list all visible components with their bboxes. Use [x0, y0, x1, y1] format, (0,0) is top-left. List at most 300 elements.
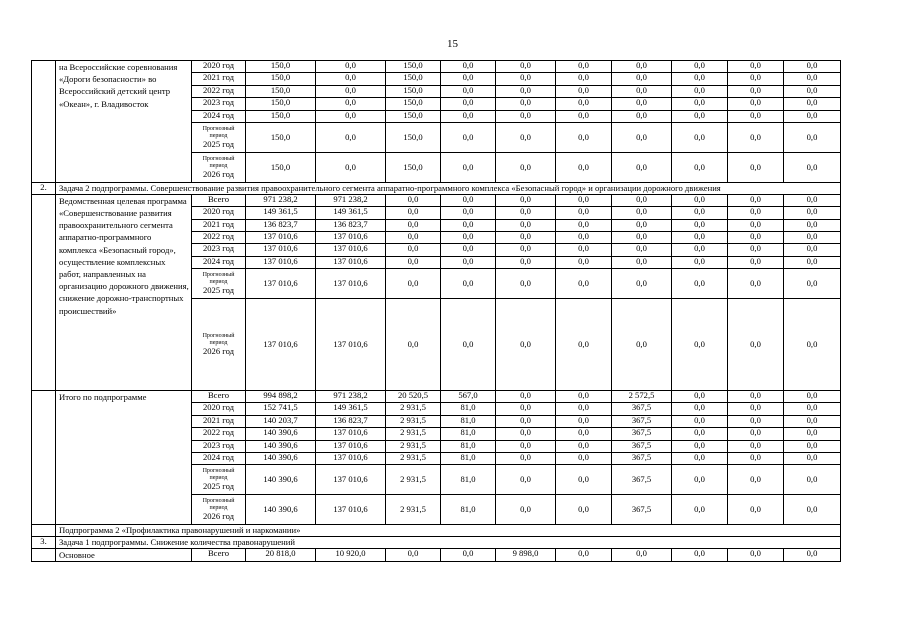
value-cell: 0,0: [496, 194, 556, 206]
value-cell: 150,0: [246, 85, 316, 97]
value-cell: 0,0: [612, 231, 672, 243]
value-cell: 0,0: [556, 299, 612, 391]
value-cell: 81,0: [441, 403, 496, 415]
value-cell: 0,0: [672, 403, 728, 415]
value-cell: 0,0: [728, 98, 784, 110]
value-cell: 0,0: [728, 391, 784, 403]
value-cell: 0,0: [728, 403, 784, 415]
value-cell: 140 390,6: [246, 495, 316, 525]
value-cell: 150,0: [386, 152, 441, 182]
value-cell: 0,0: [784, 495, 841, 525]
period-cell: 2020 год: [192, 403, 246, 415]
value-cell: 0,0: [441, 61, 496, 73]
period-cell: 2023 год: [192, 440, 246, 452]
value-cell: 137 010,6: [316, 495, 386, 525]
value-cell: 0,0: [496, 110, 556, 122]
value-cell: 0,0: [784, 73, 841, 85]
value-cell: 0,0: [496, 391, 556, 403]
value-cell: 0,0: [386, 269, 441, 299]
value-cell: 0,0: [612, 122, 672, 152]
value-cell: 0,0: [672, 549, 728, 562]
value-cell: 0,0: [386, 256, 441, 268]
value-cell: 971 238,2: [246, 194, 316, 206]
value-cell: 0,0: [784, 299, 841, 391]
value-cell: 0,0: [672, 73, 728, 85]
value-cell: 150,0: [386, 122, 441, 152]
value-cell: 0,0: [784, 194, 841, 206]
value-cell: 140 390,6: [246, 440, 316, 452]
forecast-label: период: [209, 278, 228, 285]
value-cell: 367,5: [612, 453, 672, 465]
value-cell: 0,0: [784, 391, 841, 403]
value-cell: 0,0: [784, 207, 841, 219]
value-cell: 0,0: [728, 244, 784, 256]
value-cell: 137 010,6: [246, 269, 316, 299]
value-cell: 0,0: [728, 110, 784, 122]
value-cell: 0,0: [672, 415, 728, 427]
value-cell: 0,0: [496, 440, 556, 452]
value-cell: 0,0: [728, 428, 784, 440]
value-cell: 367,5: [612, 403, 672, 415]
value-cell: 0,0: [556, 85, 612, 97]
value-cell: 367,5: [612, 495, 672, 525]
value-cell: 0,0: [496, 269, 556, 299]
value-cell: 0,0: [672, 269, 728, 299]
value-cell: 0,0: [441, 244, 496, 256]
value-cell: 0,0: [496, 219, 556, 231]
value-cell: 0,0: [612, 85, 672, 97]
value-cell: 0,0: [441, 256, 496, 268]
value-cell: 0,0: [728, 231, 784, 243]
value-cell: 0,0: [728, 549, 784, 562]
forecast-label: период: [209, 132, 228, 139]
value-cell: 0,0: [728, 219, 784, 231]
value-cell: 567,0: [441, 391, 496, 403]
value-cell: 140 390,6: [246, 428, 316, 440]
forecast-label: период: [209, 162, 228, 169]
value-cell: 0,0: [441, 85, 496, 97]
forecast-label: Прогнозный: [202, 271, 235, 278]
period-cell: 2022 год: [192, 85, 246, 97]
value-cell: 152 741,5: [246, 403, 316, 415]
period-year: 2025 год: [202, 138, 235, 149]
value-cell: 0,0: [316, 110, 386, 122]
measure-name: Ведомственная целевая программа «Совершенствование развития правоохранительного сегмента аппаратно-программного комплекса «Безопасный город», осуществление комплексных работ, направленных на организацию дорожного движения, снижение дорожно-транспортных происшествий»: [56, 194, 192, 390]
value-cell: 367,5: [612, 465, 672, 495]
value-cell: 0,0: [784, 98, 841, 110]
subprogram-row: [32, 525, 841, 537]
value-cell: 0,0: [728, 194, 784, 206]
value-cell: 0,0: [784, 256, 841, 268]
row-index: 2.: [32, 182, 56, 194]
value-cell: 0,0: [612, 61, 672, 73]
value-cell: 0,0: [441, 110, 496, 122]
forecast-label: Прогнозный: [202, 498, 235, 505]
value-cell: 0,0: [316, 122, 386, 152]
value-cell: 0,0: [316, 85, 386, 97]
value-cell: 0,0: [496, 61, 556, 73]
value-cell: 149 361,5: [316, 207, 386, 219]
value-cell: 0,0: [556, 194, 612, 206]
value-cell: 0,0: [556, 391, 612, 403]
value-cell: 81,0: [441, 440, 496, 452]
value-cell: 0,0: [556, 403, 612, 415]
subprogram-title: Подпрограмма 2 «Профилактика правонарушений и наркомании»: [56, 525, 841, 537]
value-cell: 150,0: [246, 61, 316, 73]
value-cell: 0,0: [784, 465, 841, 495]
value-cell: 150,0: [246, 110, 316, 122]
forecast-label: Прогнозный: [202, 125, 235, 132]
value-cell: 0,0: [672, 495, 728, 525]
task-title: Задача 1 подпрограммы. Снижение количества правонарушений: [56, 537, 841, 549]
value-cell: 0,0: [728, 453, 784, 465]
value-cell: 0,0: [728, 152, 784, 182]
value-cell: 140 390,6: [246, 465, 316, 495]
value-cell: 0,0: [556, 495, 612, 525]
value-cell: 0,0: [556, 61, 612, 73]
value-cell: 0,0: [612, 110, 672, 122]
value-cell: 0,0: [441, 549, 496, 562]
row-index: [32, 391, 56, 525]
value-cell: 0,0: [386, 219, 441, 231]
value-cell: 0,0: [784, 403, 841, 415]
period-cell: 2024 год: [192, 110, 246, 122]
value-cell: 0,0: [316, 73, 386, 85]
measure-name: Основное: [56, 549, 192, 562]
period-year: 2025 год: [202, 284, 235, 295]
value-cell: 994 898,2: [246, 391, 316, 403]
value-cell: 0,0: [672, 391, 728, 403]
value-cell: 0,0: [784, 415, 841, 427]
value-cell: 0,0: [386, 231, 441, 243]
value-cell: 150,0: [386, 110, 441, 122]
value-cell: 0,0: [556, 98, 612, 110]
forecast-label: Прогнозный: [202, 468, 235, 475]
value-cell: 0,0: [441, 231, 496, 243]
budget-table: [31, 60, 841, 562]
value-cell: 0,0: [784, 219, 841, 231]
forecast-label: период: [209, 505, 228, 512]
value-cell: 0,0: [672, 110, 728, 122]
value-cell: 0,0: [728, 73, 784, 85]
period-year: 2026 год: [202, 511, 235, 522]
value-cell: 0,0: [556, 428, 612, 440]
value-cell: 140 203,7: [246, 415, 316, 427]
value-cell: 0,0: [496, 495, 556, 525]
period-cell: 2020 год: [192, 207, 246, 219]
row-index: [32, 61, 56, 183]
value-cell: 0,0: [672, 256, 728, 268]
value-cell: 0,0: [612, 73, 672, 85]
measure-name: Итого по подпрограмме: [56, 391, 192, 525]
value-cell: 0,0: [386, 299, 441, 391]
value-cell: 0,0: [672, 453, 728, 465]
value-cell: 0,0: [672, 85, 728, 97]
value-cell: 2 931,5: [386, 495, 441, 525]
value-cell: 0,0: [441, 152, 496, 182]
period-cell: 2021 год: [192, 73, 246, 85]
period-cell: [192, 495, 246, 525]
value-cell: 367,5: [612, 415, 672, 427]
value-cell: 0,0: [441, 73, 496, 85]
value-cell: 0,0: [556, 549, 612, 562]
value-cell: 0,0: [496, 73, 556, 85]
value-cell: 2 572,5: [612, 391, 672, 403]
value-cell: 0,0: [496, 403, 556, 415]
value-cell: 0,0: [556, 453, 612, 465]
table-row: [32, 549, 841, 562]
value-cell: 0,0: [556, 152, 612, 182]
value-cell: 150,0: [386, 85, 441, 97]
period-cell: 2021 год: [192, 219, 246, 231]
value-cell: 137 010,6: [316, 440, 386, 452]
value-cell: 140 390,6: [246, 453, 316, 465]
value-cell: 0,0: [496, 244, 556, 256]
value-cell: 2 931,5: [386, 428, 441, 440]
value-cell: 0,0: [784, 440, 841, 452]
table-row: [32, 391, 841, 403]
value-cell: 0,0: [496, 152, 556, 182]
value-cell: 0,0: [441, 269, 496, 299]
value-cell: 0,0: [728, 299, 784, 391]
value-cell: 81,0: [441, 415, 496, 427]
value-cell: 0,0: [441, 207, 496, 219]
value-cell: 0,0: [441, 219, 496, 231]
value-cell: 2 931,5: [386, 440, 441, 452]
value-cell: 0,0: [672, 244, 728, 256]
value-cell: 136 823,7: [316, 219, 386, 231]
value-cell: 137 010,6: [316, 299, 386, 391]
value-cell: 137 010,6: [316, 269, 386, 299]
task-title: Задача 2 подпрограммы. Совершенствование развития правоохранительного сегмента аппаратно-программного комплекса «Безопасный город» и организации дорожного движения: [56, 182, 841, 194]
value-cell: 0,0: [441, 299, 496, 391]
task-row: [32, 182, 841, 194]
value-cell: 0,0: [784, 122, 841, 152]
value-cell: 0,0: [556, 73, 612, 85]
period-cell: 2020 год: [192, 61, 246, 73]
value-cell: 0,0: [556, 440, 612, 452]
period-cell: [192, 269, 246, 299]
value-cell: 0,0: [556, 110, 612, 122]
value-cell: 0,0: [672, 122, 728, 152]
value-cell: 0,0: [612, 207, 672, 219]
value-cell: 0,0: [556, 269, 612, 299]
period-cell: Всего: [192, 391, 246, 403]
value-cell: 0,0: [316, 98, 386, 110]
period-cell: 2022 год: [192, 428, 246, 440]
measure-name: на Всероссийские соревнования «Дороги безопасности» во Всероссийский детский центр «Океан», г. Владивосток: [56, 61, 192, 183]
value-cell: 137 010,6: [246, 231, 316, 243]
value-cell: 0,0: [728, 122, 784, 152]
value-cell: 150,0: [246, 73, 316, 85]
value-cell: 0,0: [728, 85, 784, 97]
value-cell: 0,0: [784, 152, 841, 182]
value-cell: 0,0: [496, 299, 556, 391]
value-cell: 0,0: [784, 269, 841, 299]
value-cell: 0,0: [556, 207, 612, 219]
value-cell: 0,0: [728, 256, 784, 268]
value-cell: 0,0: [672, 299, 728, 391]
value-cell: 0,0: [612, 549, 672, 562]
value-cell: 0,0: [728, 440, 784, 452]
value-cell: 0,0: [496, 453, 556, 465]
table-row: [32, 61, 841, 73]
value-cell: 0,0: [784, 453, 841, 465]
value-cell: 0,0: [316, 152, 386, 182]
period-cell: 2024 год: [192, 453, 246, 465]
value-cell: 137 010,6: [316, 453, 386, 465]
value-cell: 0,0: [612, 152, 672, 182]
period-cell: 2021 год: [192, 415, 246, 427]
period-cell: [192, 465, 246, 495]
value-cell: 0,0: [496, 465, 556, 495]
value-cell: 150,0: [246, 152, 316, 182]
value-cell: 137 010,6: [246, 244, 316, 256]
value-cell: 2 931,5: [386, 403, 441, 415]
value-cell: 136 823,7: [316, 415, 386, 427]
forecast-label: период: [209, 475, 228, 482]
value-cell: 0,0: [612, 299, 672, 391]
value-cell: 0,0: [784, 110, 841, 122]
value-cell: 0,0: [672, 207, 728, 219]
value-cell: 0,0: [386, 244, 441, 256]
value-cell: 0,0: [496, 428, 556, 440]
period-cell: Всего: [192, 549, 246, 562]
value-cell: 0,0: [612, 269, 672, 299]
value-cell: 0,0: [386, 194, 441, 206]
value-cell: 971 238,2: [316, 391, 386, 403]
task-row: [32, 537, 841, 549]
value-cell: 2 931,5: [386, 453, 441, 465]
value-cell: 971 238,2: [316, 194, 386, 206]
value-cell: 0,0: [556, 231, 612, 243]
value-cell: 0,0: [612, 219, 672, 231]
value-cell: 0,0: [386, 549, 441, 562]
value-cell: 0,0: [784, 61, 841, 73]
row-index: [32, 525, 56, 537]
value-cell: 149 361,5: [246, 207, 316, 219]
row-index: 3.: [32, 537, 56, 549]
value-cell: 0,0: [316, 61, 386, 73]
value-cell: 0,0: [441, 122, 496, 152]
table-row: [32, 194, 841, 206]
period-cell: [192, 299, 246, 391]
value-cell: 0,0: [672, 428, 728, 440]
value-cell: 0,0: [556, 415, 612, 427]
value-cell: 0,0: [556, 219, 612, 231]
value-cell: 0,0: [496, 207, 556, 219]
value-cell: 0,0: [612, 244, 672, 256]
value-cell: 81,0: [441, 453, 496, 465]
value-cell: 20 520,5: [386, 391, 441, 403]
value-cell: 150,0: [386, 98, 441, 110]
value-cell: 137 010,6: [316, 244, 386, 256]
value-cell: 0,0: [672, 61, 728, 73]
page-number: 15: [447, 38, 458, 50]
value-cell: 137 010,6: [316, 428, 386, 440]
value-cell: 0,0: [441, 98, 496, 110]
value-cell: 0,0: [728, 415, 784, 427]
period-cell: 2022 год: [192, 231, 246, 243]
value-cell: 0,0: [496, 98, 556, 110]
forecast-label: Прогнозный: [202, 155, 235, 162]
value-cell: 137 010,6: [316, 465, 386, 495]
value-cell: 137 010,6: [316, 231, 386, 243]
value-cell: 149 361,5: [316, 403, 386, 415]
value-cell: 0,0: [496, 415, 556, 427]
value-cell: 0,0: [556, 256, 612, 268]
value-cell: 0,0: [784, 549, 841, 562]
value-cell: 0,0: [496, 231, 556, 243]
row-index: [32, 549, 56, 562]
value-cell: 0,0: [672, 231, 728, 243]
value-cell: 0,0: [672, 152, 728, 182]
value-cell: 150,0: [386, 73, 441, 85]
value-cell: 0,0: [672, 440, 728, 452]
value-cell: 2 931,5: [386, 415, 441, 427]
value-cell: 0,0: [728, 269, 784, 299]
value-cell: 0,0: [496, 256, 556, 268]
row-index: [32, 194, 56, 390]
value-cell: 0,0: [728, 61, 784, 73]
value-cell: 150,0: [246, 98, 316, 110]
value-cell: 81,0: [441, 428, 496, 440]
value-cell: 0,0: [728, 207, 784, 219]
value-cell: 0,0: [784, 244, 841, 256]
forecast-label: Прогнозный: [202, 332, 235, 339]
value-cell: 0,0: [784, 428, 841, 440]
value-cell: 0,0: [672, 465, 728, 495]
value-cell: 0,0: [441, 194, 496, 206]
value-cell: 367,5: [612, 428, 672, 440]
period-cell: 2023 год: [192, 98, 246, 110]
period-year: 2026 год: [202, 345, 235, 356]
value-cell: 20 818,0: [246, 549, 316, 562]
value-cell: 0,0: [784, 85, 841, 97]
value-cell: 0,0: [496, 85, 556, 97]
value-cell: 0,0: [556, 122, 612, 152]
period-cell: 2024 год: [192, 256, 246, 268]
value-cell: 0,0: [556, 465, 612, 495]
period-cell: Всего: [192, 194, 246, 206]
value-cell: 81,0: [441, 495, 496, 525]
value-cell: 150,0: [246, 122, 316, 152]
value-cell: 9 898,0: [496, 549, 556, 562]
value-cell: 0,0: [728, 495, 784, 525]
period-cell: 2023 год: [192, 244, 246, 256]
value-cell: 137 010,6: [246, 299, 316, 391]
value-cell: 2 931,5: [386, 465, 441, 495]
value-cell: 81,0: [441, 465, 496, 495]
value-cell: 0,0: [672, 98, 728, 110]
value-cell: 0,0: [672, 219, 728, 231]
period-year: 2025 год: [202, 481, 235, 492]
value-cell: 367,5: [612, 440, 672, 452]
period-cell: [192, 122, 246, 152]
value-cell: 10 920,0: [316, 549, 386, 562]
value-cell: 137 010,6: [316, 256, 386, 268]
value-cell: 0,0: [672, 194, 728, 206]
value-cell: 0,0: [386, 207, 441, 219]
value-cell: 0,0: [612, 194, 672, 206]
value-cell: 136 823,7: [246, 219, 316, 231]
value-cell: 137 010,6: [246, 256, 316, 268]
value-cell: 0,0: [784, 231, 841, 243]
value-cell: 0,0: [612, 98, 672, 110]
value-cell: 0,0: [556, 244, 612, 256]
value-cell: 150,0: [386, 61, 441, 73]
value-cell: 0,0: [496, 122, 556, 152]
